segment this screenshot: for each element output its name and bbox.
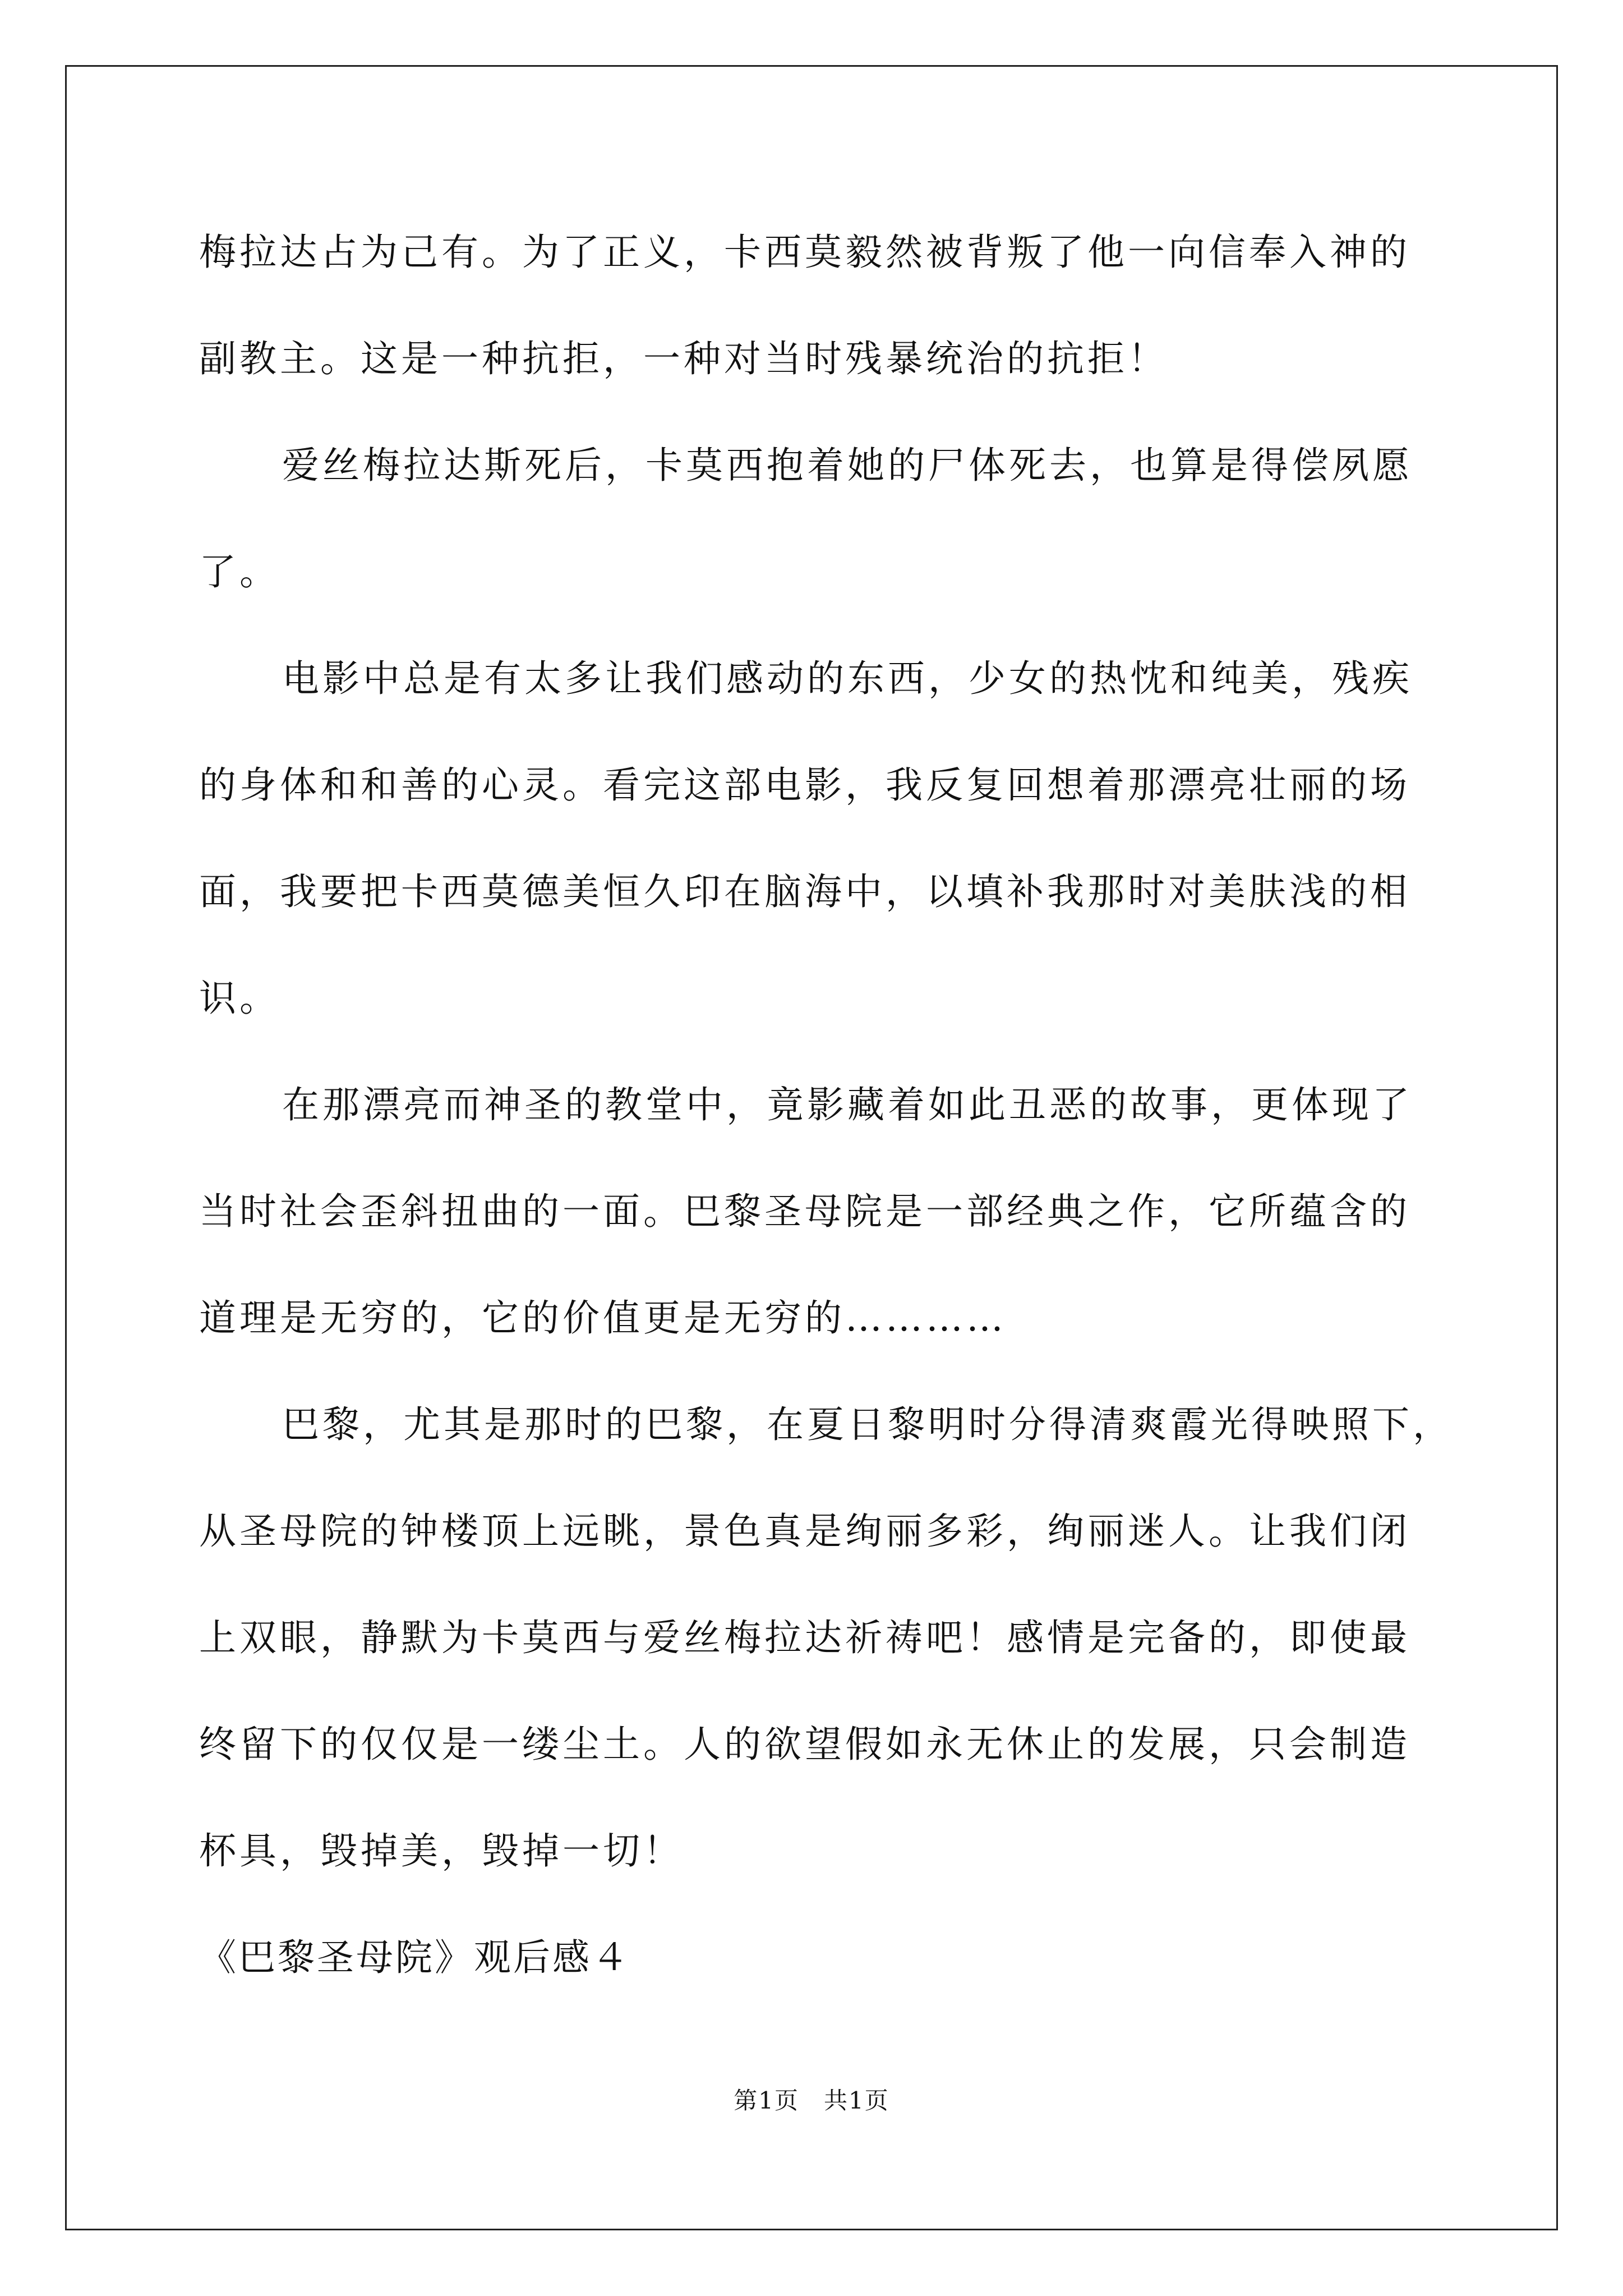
text-line: 副教主。这是一种抗拒，一种对当时残暴统治的抗拒！ <box>199 337 1168 380</box>
text-line: 当时社会歪斜扭曲的一面。巴黎圣母院是一部经典之作，它所蕴含的 <box>199 1190 1410 1233</box>
page-number-footer: 第1页 共1页 <box>734 2087 889 2114</box>
document-body <box>199 199 1453 2011</box>
text-line: 在那漂亮而神圣的教堂中，竟影藏着如此丑恶的故事，更体现了 <box>282 1083 1413 1126</box>
text-line: 终留下的仅仅是一缕尘土。人的欲望假如永无休止的发展，只会制造 <box>199 1723 1410 1766</box>
text-line: 面，我要把卡西莫德美恒久印在脑海中，以填补我那时对美肤浅的相 <box>199 870 1410 913</box>
text-line: 梅拉达占为己有。为了正义，卡西莫毅然被背叛了他一向信奉入神的 <box>199 231 1410 274</box>
text-line: 杯具，毁掉美，毁掉一切！ <box>199 1829 684 1872</box>
text-line: 了。 <box>199 550 280 593</box>
text-line: 爱丝梅拉达斯死后，卡莫西抱着她的尸体死去，也算是得偿夙愿 <box>282 444 1413 487</box>
text-line: 上双眼，静默为卡莫西与爱丝梅拉达祈祷吧！感情是完备的，即使最 <box>199 1616 1410 1659</box>
text-line: 电影中总是有太多让我们感动的东西，少女的热忱和纯美，残疾 <box>282 657 1413 700</box>
text-line: 的身体和和善的心灵。看完这部电影，我反复回想着那漂亮壮丽的场 <box>199 763 1410 807</box>
text-line: 识。 <box>199 977 280 1020</box>
text-line: 从圣母院的钟楼顶上远眺，景色真是绚丽多彩，绚丽迷人。让我们闭 <box>199 1510 1410 1553</box>
text-line: 巴黎，尤其是那时的巴黎，在夏日黎明时分得清爽霞光得映照下， <box>282 1403 1453 1446</box>
text-line: 道理是无穷的，它的价值更是无穷的………… <box>199 1296 1007 1340</box>
section-heading: 《巴黎圣母院》观后感４ <box>199 1936 631 1979</box>
